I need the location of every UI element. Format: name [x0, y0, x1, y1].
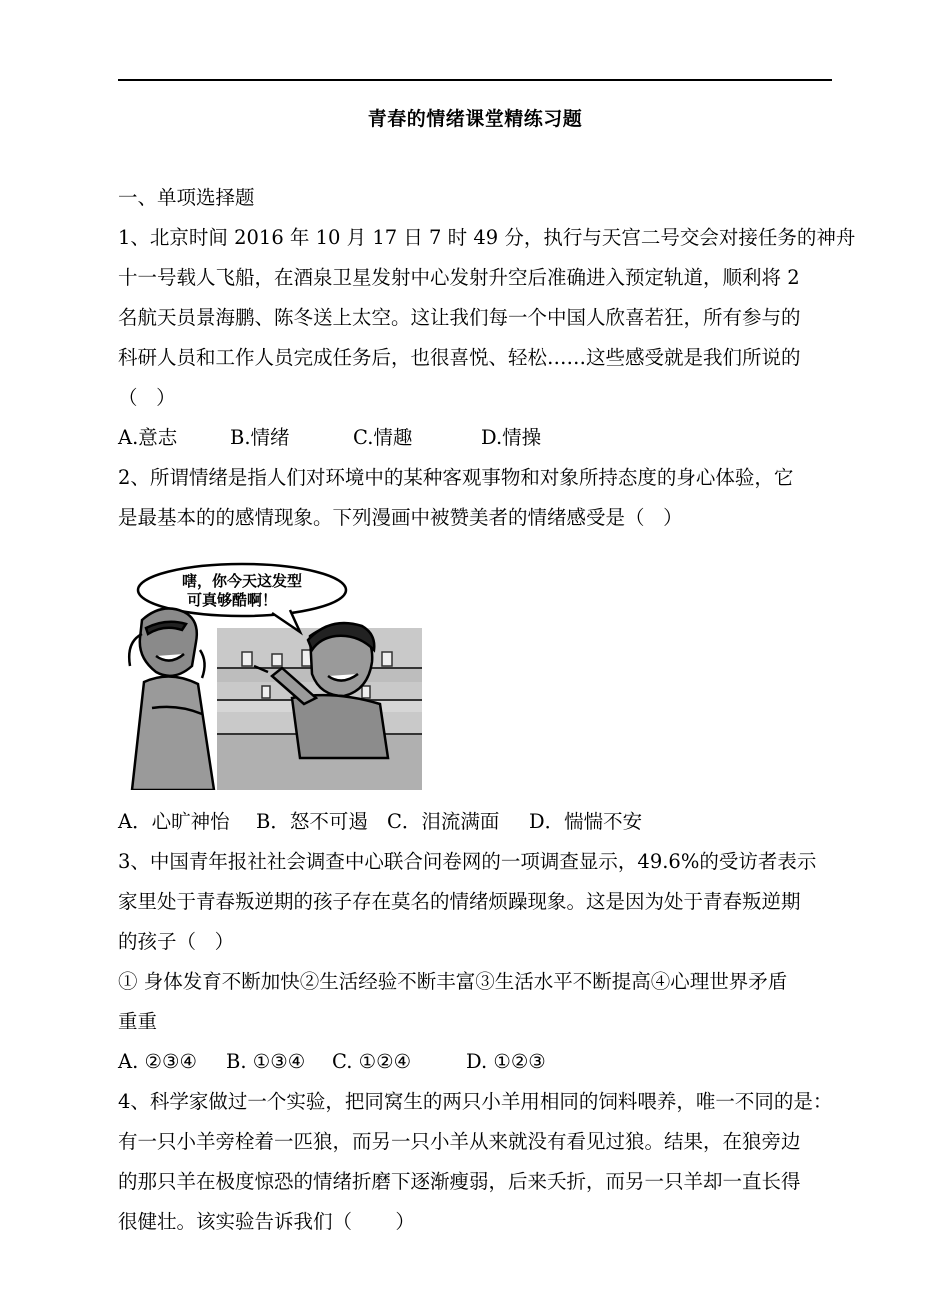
- q1-option-c: C.情趣: [353, 426, 413, 449]
- cartoon-image: [122, 558, 422, 790]
- q1-line: 1、北京时间 2016 年 10 月 17 日 7 时 49 分，执行与天宫二号交会对接任务的神舟: [118, 226, 856, 249]
- header-rule: [118, 79, 832, 81]
- q3-option-d: D. ①②③: [466, 1050, 546, 1073]
- q3-option-c: C. ①②④: [332, 1050, 412, 1073]
- q3-line: ① 身体发育不断加快②生活经验不断丰富③生活水平不断提高④心理世界矛盾: [118, 970, 788, 993]
- q1-line: 十一号载人飞船，在酒泉卫星发射中心发射升空后准确进入预定轨道，顺利将 2: [118, 266, 800, 289]
- q3-line: 3、中国青年报社社会调查中心联合问卷网的一项调查显示，49.6%的受访者表示: [118, 850, 817, 873]
- q2-option-c: C．泪流满面: [387, 810, 500, 833]
- q2-option-a: A．心旷神怡: [118, 810, 230, 833]
- q2-line: 2、所谓情绪是指人们对环境中的某种客观事物和对象所持态度的身心体验，它: [118, 466, 794, 489]
- section-heading: 一、单项选择题: [118, 186, 255, 209]
- q3-option-b: B. ①③④: [226, 1050, 306, 1073]
- q1-line: 科研人员和工作人员完成任务后，也很喜悦、轻松……这些感受就是我们所说的: [118, 346, 801, 369]
- q3-option-a: A. ②③④: [118, 1050, 197, 1073]
- q4-line: 的那只羊在极度惊恐的情绪折磨下逐渐瘦弱，后来夭折，而另一只羊却一直长得: [118, 1170, 801, 1193]
- q1-line: 名航天员景海鹏、陈冬送上太空。这让我们每一个中国人欣喜若狂，所有参与的: [118, 306, 801, 329]
- q2-line: 是最基本的的感情现象。下列漫画中被赞美者的情绪感受是（ ）: [118, 506, 683, 529]
- q1-option-b: B.情绪: [230, 426, 290, 449]
- question-1: [118, 218, 856, 458]
- q3-line: 重重: [118, 1010, 158, 1033]
- q4-line: 有一只小羊旁栓着一匹狼，而另一只小羊从来就没有看见过狼。结果，在狼旁边: [118, 1130, 801, 1153]
- q3-line: 家里处于青春叛逆期的孩子存在莫名的情绪烦躁现象。这是因为处于青春叛逆期: [118, 890, 801, 913]
- bubble-line-1: 嗐，你今天这发型: [181, 572, 303, 590]
- q1-option-a: A.意志: [118, 426, 178, 449]
- q1-line: （ ）: [118, 386, 176, 409]
- q2-option-b: B．怒不可遏: [256, 810, 368, 833]
- q1-options: [118, 418, 838, 458]
- document-body: [118, 178, 856, 1242]
- bubble-line-2: 可真够酷啊！: [186, 591, 278, 609]
- q4-line: 4、科学家做过一个实验，把同窝生的两只小羊用相同的饲料喂养，唯一不同的是：: [118, 1090, 833, 1113]
- question-4: [118, 1082, 838, 1242]
- q3-options: [118, 1042, 838, 1082]
- q2-option-d: D．惴惴不安: [529, 810, 643, 833]
- question-2: [118, 458, 838, 842]
- page-title: 青春的情绪课堂精练习题: [367, 108, 583, 130]
- q1-option-d: D.情操: [481, 426, 542, 449]
- q3-line: 的孩子（ ）: [118, 930, 235, 953]
- cartoon-illustration: [118, 538, 838, 802]
- q4-line: 很健壮。该实验告诉我们（ ）: [118, 1210, 415, 1233]
- q2-options: [118, 802, 838, 842]
- question-3: [118, 842, 838, 1082]
